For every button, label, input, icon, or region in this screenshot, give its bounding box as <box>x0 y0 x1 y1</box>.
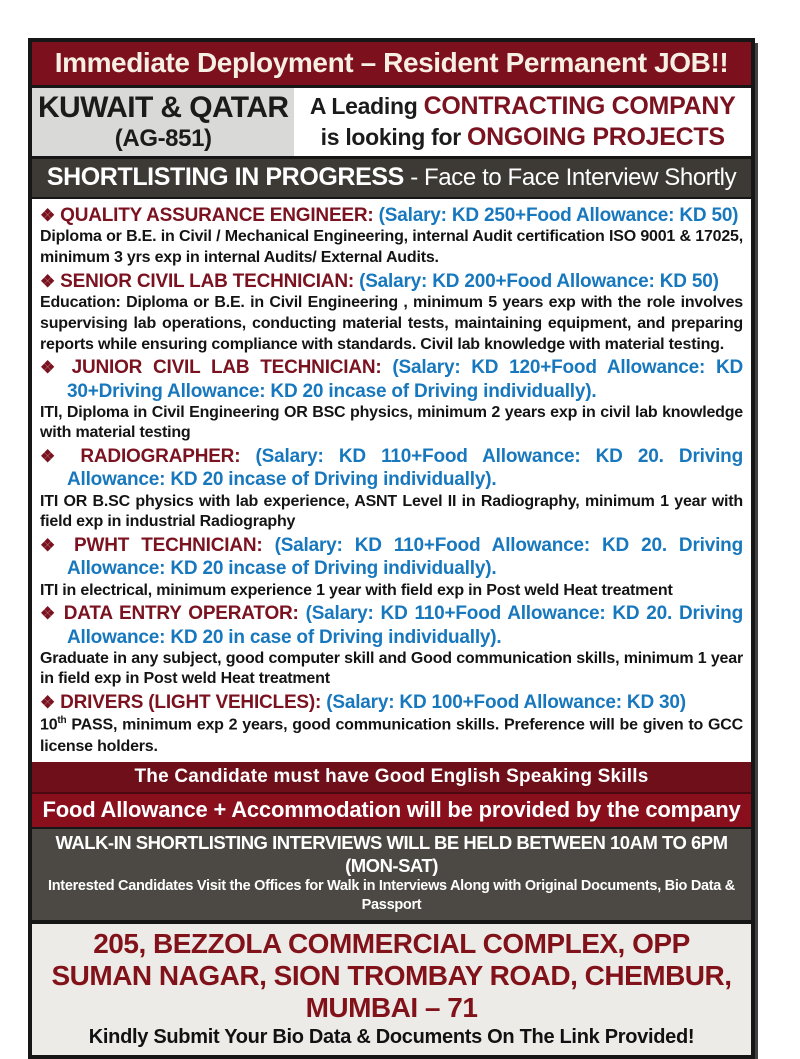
job-title: QUALITY ASSURANCE ENGINEER: <box>60 205 374 226</box>
header <box>32 88 751 159</box>
company-line-2-prefix: is looking for <box>320 124 461 150</box>
job-title: SENIOR CIVIL LAB TECHNICIAN: <box>60 270 354 292</box>
location-box <box>32 88 294 156</box>
job-listing <box>40 602 743 690</box>
job-title: DATA ENTRY OPERATOR: <box>63 603 299 625</box>
job-description: ITI in electrical, minimum experience 1 year with field exp in Post weld Heat treatment <box>40 581 673 599</box>
diamond-bullet-icon: ❖ <box>40 693 56 713</box>
job-description: 10th PASS, minimum exp 2 years, good communication skills. Preference will be given to GCC license holders. <box>40 715 743 755</box>
top-banner <box>32 42 751 88</box>
job-listing <box>40 270 743 356</box>
job-description: ITI OR B.SC physics with lab experience, ASNT Level II in Radiography, minimum 1 year with field exp in industrial Radiography <box>40 492 743 531</box>
job-listing <box>40 445 743 533</box>
company-line-1-prefix: A Leading <box>309 93 418 120</box>
job-listing <box>40 534 743 601</box>
job-description: Graduate in any subject, good computer skill and Good communication skills, minimum 1 year in field exp in Post weld Heat treatment <box>40 649 743 688</box>
job-listing <box>40 204 743 269</box>
diamond-bullet-icon: ❖ <box>40 536 62 556</box>
job-title-row <box>40 534 743 580</box>
candidate-skills-banner: The Candidate must have Good English Speaking Skills <box>32 762 751 792</box>
diamond-bullet-icon: ❖ <box>40 358 61 378</box>
company-line-2 <box>298 122 747 153</box>
agency-code: (AG-851) <box>114 125 212 152</box>
job-description: Diploma or B.E. in Civil / Mechanical Engineering, internal Audit certification ISO 9001 & 17025, minimum 3 yrs exp in internal Audits/ External Audits. <box>40 228 743 266</box>
job-salary: (Salary: KD 250+Food Allowance: KD 50) <box>378 205 739 226</box>
diamond-bullet-icon: ❖ <box>40 271 56 291</box>
shortlisting-banner-bold: SHORTLISTING IN PROGRESS <box>46 163 404 191</box>
walkin-instructions-line: Interested Candidates Visit the Offices for Walk in Interviews Along with Original Documents, Bio Data & Passport <box>48 877 735 914</box>
job-listing <box>40 691 743 757</box>
job-list <box>32 199 751 762</box>
job-title-row <box>40 204 743 227</box>
company-line-1 <box>298 91 747 122</box>
diamond-bullet-icon: ❖ <box>40 447 66 467</box>
walkin-timing-line: WALK-IN SHORTLISTING INTERVIEWS WILL BE HELD BETWEEN 10AM TO 6PM (MON-SAT) <box>55 832 728 876</box>
food-accommodation-banner: Food Allowance + Accommodation will be provided by the company <box>32 792 751 827</box>
job-title: RADIOGRAPHER: <box>80 446 241 468</box>
job-title-row <box>40 445 743 491</box>
job-description: ITI, Diploma in Civil Engineering OR BSC physics, minimum 2 years exp in civil lab knowledge with material testing <box>40 403 743 442</box>
submission-note: Kindly Submit Your Bio Data & Documents On The Link Provided! <box>88 1026 695 1049</box>
walkin-banner <box>32 827 751 920</box>
job-title-row <box>40 691 743 714</box>
shortlisting-banner <box>32 159 751 199</box>
job-advertisement-poster <box>28 38 755 1059</box>
location-title: KUWAIT & QATAR <box>37 91 289 124</box>
job-salary: (Salary: KD 120+Food Allowance: KD 30+Driving Allowance: KD 20 incase of Driving individually). <box>67 357 743 402</box>
job-salary: (Salary: KD 100+Food Allowance: KD 30) <box>326 692 686 714</box>
job-description: Education: Diploma or B.E. in Civil Engineering , minimum 5 years exp with the role involves supervising lab operations, conducting material tests, maintaining equipment, and preparing reports while ensuring compliance with standards. Civil lab knowledge with material testing. <box>40 293 743 353</box>
top-banner-text: Immediate Deployment – Resident Permanent JOB!! <box>54 47 729 78</box>
job-salary: (Salary: KD 110+Food Allowance: KD 20. Driving Allowance: KD 20 incase of Driving individually). <box>67 535 743 580</box>
job-title-row <box>40 356 743 402</box>
diamond-bullet-icon: ❖ <box>40 206 56 225</box>
company-line-2-highlight: ONGOING PROJECTS <box>466 123 725 151</box>
job-title: JUNIOR CIVIL LAB TECHNICIAN: <box>71 357 382 379</box>
job-salary: (Salary: KD 200+Food Allowance: KD 50) <box>359 270 719 292</box>
company-line-1-highlight: CONTRACTING COMPANY <box>423 92 736 121</box>
job-salary: (Salary: KD 110+Food Allowance: KD 20. Driving Allowance: KD 20 in case of Driving individually). <box>67 603 743 648</box>
office-address: 205, BEZZOLA COMMERCIAL COMPLEX, OPP SUMAN NAGAR, SION TROMBAY ROAD, CHEMBUR, MUMBAI – 71 <box>51 927 732 1024</box>
job-salary: (Salary: KD 110+Food Allowance: KD 20. Driving Allowance: KD 20 incase of Driving individually). <box>67 446 743 491</box>
diamond-bullet-icon: ❖ <box>40 604 57 624</box>
company-box <box>294 88 751 156</box>
shortlisting-banner-rest: - Face to Face Interview Shortly <box>403 164 737 191</box>
job-listing <box>40 356 743 444</box>
address-box <box>32 920 751 1056</box>
job-title-row <box>40 602 743 648</box>
job-title: PWHT TECHNICIAN: <box>74 535 263 557</box>
job-title: DRIVERS (LIGHT VEHICLES): <box>60 692 322 714</box>
job-title-row <box>40 270 743 293</box>
